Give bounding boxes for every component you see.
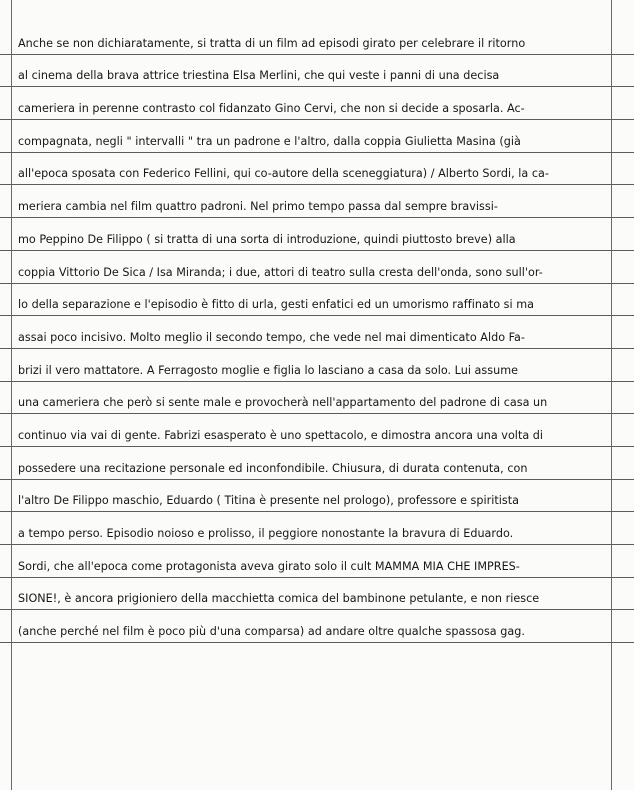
ruled-line: [0, 251, 634, 284]
ruled-line: [0, 120, 634, 153]
text-line: SIONE!, è ancora prigioniero della macchietta comica del bambinone petulante, e non riesce: [18, 592, 540, 606]
ruled-line: [0, 610, 634, 643]
ruled-line: [0, 447, 634, 480]
text-line: cameriera in perenne contrasto col fidanzato Gino Cervi, che non si decide a sposarla. Ac-: [18, 102, 525, 116]
text-line: all'epoca sposata con Federico Fellini, qui co-autore della sceneggiatura) / Alberto Sordi, la ca-: [18, 167, 549, 181]
ruled-line: [0, 480, 634, 513]
ruled-line: [0, 87, 634, 120]
text-line: l'altro De Filippo maschio, Eduardo ( Titina è presente nel prologo), professore e spiritista: [18, 494, 520, 508]
ruled-line: [0, 284, 634, 317]
text-line: coppia Vittorio De Sica / Isa Miranda; i due, attori di teatro sulla cresta dell'onda, sono sull'or-: [18, 265, 543, 279]
ruled-line: [0, 545, 634, 578]
ruled-line: [0, 382, 634, 415]
text-line: al cinema della brava attrice triestina Elsa Merlini, che qui veste i panni di una decisa: [18, 69, 500, 83]
ruled-line: [0, 578, 634, 611]
text-line: Sordi, che all'epoca come protagonista aveva girato solo il cult MAMMA MIA CHE IMPRES-: [18, 559, 520, 573]
text-line: brizi il vero mattatore. A Ferragosto moglie e figlia lo lasciano a casa da solo. Lui assume: [18, 363, 519, 377]
text-line: Anche se non dichiaratamente, si tratta di un film ad episodi girato per celebrare il ritorno: [18, 36, 526, 50]
ruled-line: [0, 22, 634, 55]
text-line: possedere una recitazione personale ed inconfondibile. Chiusura, di durata contenuta, con: [18, 461, 528, 475]
ruled-line: [0, 55, 634, 88]
ruled-line: [0, 316, 634, 349]
text-line: (anche perché nel film è poco più d'una comparsa) ad andare oltre qualche spassosa gag.: [18, 625, 525, 639]
ruled-line: [0, 153, 634, 186]
ruled-line: [0, 185, 634, 218]
text-line: lo della separazione e l'episodio è fitto di urla, gesti enfatici ed un umorismo raffinato si ma: [18, 298, 535, 312]
handwritten-text-block: [0, 22, 634, 643]
ruled-line: [0, 349, 634, 382]
ruled-line: [0, 414, 634, 447]
text-line: meriera cambia nel film quattro padroni. Nel primo tempo passa dal sempre bravissi-: [18, 200, 498, 214]
text-line: assai poco incisivo. Molto meglio il secondo tempo, che vede nel mai dimenticato Aldo Fa-: [18, 330, 525, 344]
text-line: mo Peppino De Filippo ( si tratta di una sorta di introduzione, quindi piuttosto breve) alla: [18, 232, 516, 246]
ruled-line: [0, 512, 634, 545]
ruled-line: [0, 218, 634, 251]
text-line: una cameriera che però si sente male e provocherà nell'appartamento del padrone di casa un: [18, 396, 548, 410]
text-line: compagnata, negli " intervalli " tra un padrone e l'altro, dalla coppia Giulietta Masina (già: [18, 134, 521, 148]
text-line: a tempo perso. Episodio noioso e prolisso, il peggiore nonostante la bravura di Eduardo.: [18, 527, 514, 540]
text-line: continuo via vai di gente. Fabrizi esasperato è uno spettacolo, e dimostra ancora una volta di: [18, 428, 544, 442]
